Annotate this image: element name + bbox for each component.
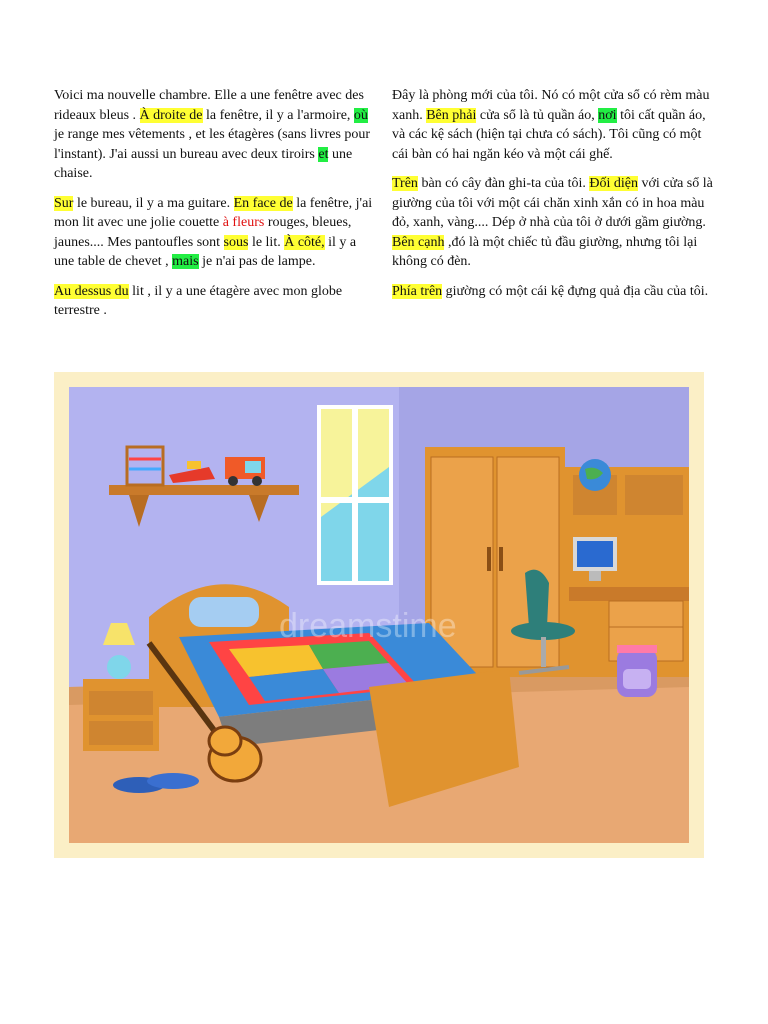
highlight-a-cote: À côté, [284,234,325,250]
window [317,405,393,585]
vietnamese-paragraph-3: Phía trên giường có một cái kệ đựng quả địa cầu của tôi. [392,283,709,299]
highlight-a-droite-de: À droite de [139,107,203,123]
french-paragraph-2: Sur le bureau, il y a ma guitare. En face de la fenêtre, j'ai mon lit avec une jolie couette à fleurs rouges, bleues, jaunes.... Mes pantoufles sont sous le lit. À côté, il y a une table de chevet , mais je n'ai pas de lampe. [54,195,373,269]
desk [565,459,689,677]
highlight-doi-dien: Đối diện [589,176,638,191]
vietnamese-paragraph-2: Trên bàn có cây đàn ghi-ta của tôi. Đối diện với cửa sổ là giường của tôi với một cái chăn xinh xắn có in hoa màu đỏ, xanh, vàng.... Dép ở nhà của tôi ở dưới gầm giường. Bên cạnh ,đó là một chiếc tủ đầu giường, nhưng tôi lại không có đèn. [392,176,713,269]
highlight-ou: où [353,107,368,123]
bedroom-illustration-frame [54,372,704,858]
vietnamese-paragraph-1: Đây là phòng mới của tôi. Nó có một cửa sổ có rèm màu xanh. Bên phải cửa sổ là tủ quần áo, nơi tôi cất quần áo, và các kệ sách (hiện tại chưa có sách). Tôi cũng có một cái bàn có hai ngăn kéo và một cái ghế. [392,88,710,162]
french-paragraph-3: Au dessus du lit , il y a une étagère avec mon globe terrestre . [54,283,343,318]
lamp [107,655,131,679]
watermark: dreamstime [279,607,457,645]
highlight-ben-canh: Bên cạnh [392,234,445,250]
highlight-noi: nơi [598,107,617,123]
bedroom-illustration [69,387,689,843]
highlight-tren: Trên [392,176,418,191]
highlight-ben-phai: Bên phải [426,107,477,123]
french-column [54,86,376,331]
french-paragraph-1: Voici ma nouvelle chambre. Elle a une fenêtre avec des rideaux bleus . À droite de la fenêtre, il y a l'armoire, où je range mes vêtements , et les étagères (sans livres pour l'instant). J'ai aussi un bureau avec deux tiroirs et une chaise. [54,88,371,181]
highlight-au-dessus-du: Au dessus du [54,283,129,299]
highlight-mais: mais [172,254,199,269]
highlight-phia-tren: Phía trên [392,283,443,299]
highlight-en-face-de: En face de [233,195,293,211]
highlight-sur: Sur [54,195,74,211]
highlight-et: et [318,146,329,162]
highlight-sous: sous [223,234,249,250]
vietnamese-column [392,86,714,311]
backpack [617,645,657,697]
red-text-a-fleurs: à fleurs [222,215,265,230]
